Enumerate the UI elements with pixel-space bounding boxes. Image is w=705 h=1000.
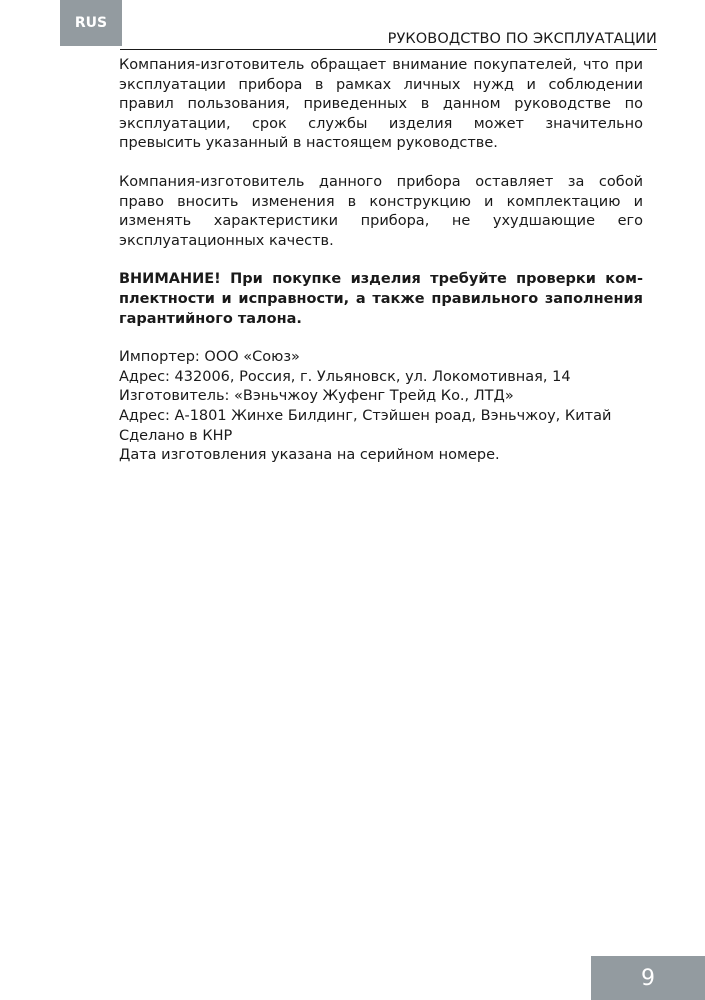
manufacturer-info xyxy=(119,348,643,466)
paragraph-design-changes: Компания-изготовитель данного прибора оставляет за собой право вносить изменения в конструкцию и комплектацию и изменять характеристики прибора, не ухудшающие его эксплуатационных качеств. xyxy=(119,173,643,249)
made-in-line: Сделано в КНР xyxy=(119,427,233,444)
production-date-line: Дата изготовления указана на серийном номере. xyxy=(119,447,500,464)
importer-address-line: Адрес: 432006, Россия, г. Ульяновск, ул. Локомотивная, 14 xyxy=(119,368,571,385)
page-header-title: РУКОВОДСТВО ПО ЭКСПЛУАТАЦИИ xyxy=(387,31,657,47)
importer-line: Импортер: ООО «Союз» xyxy=(119,349,300,366)
paragraph-warning: ВНИМАНИЕ! При покупке изделия требуйте проверки комплектности и исправности, а также правильного заполнения гарантийного талона. xyxy=(119,271,643,327)
main-content xyxy=(119,56,643,466)
paragraph-service-life: Компания-изготовитель обращает внимание покупателей, что при эксплуатации прибора в рамках личных нужд и соблюдении правил пользования, приведенных в данном руководстве по эксплуатации, срок службы изделия может значительно превысить указанный в настоящем руководстве. xyxy=(119,57,643,152)
header-divider xyxy=(120,49,657,50)
manufacturer-line: Изготовитель: «Вэньчжоу Жуфенг Трейд Ко., ЛТД» xyxy=(119,388,514,405)
manufacturer-address-line: Адрес: А-1801 Жинхе Билдинг, Стэйшен роад, Вэньчжоу, Китай xyxy=(119,407,612,424)
language-tab: RUS xyxy=(60,0,122,46)
page-number: 9 xyxy=(591,956,705,1000)
